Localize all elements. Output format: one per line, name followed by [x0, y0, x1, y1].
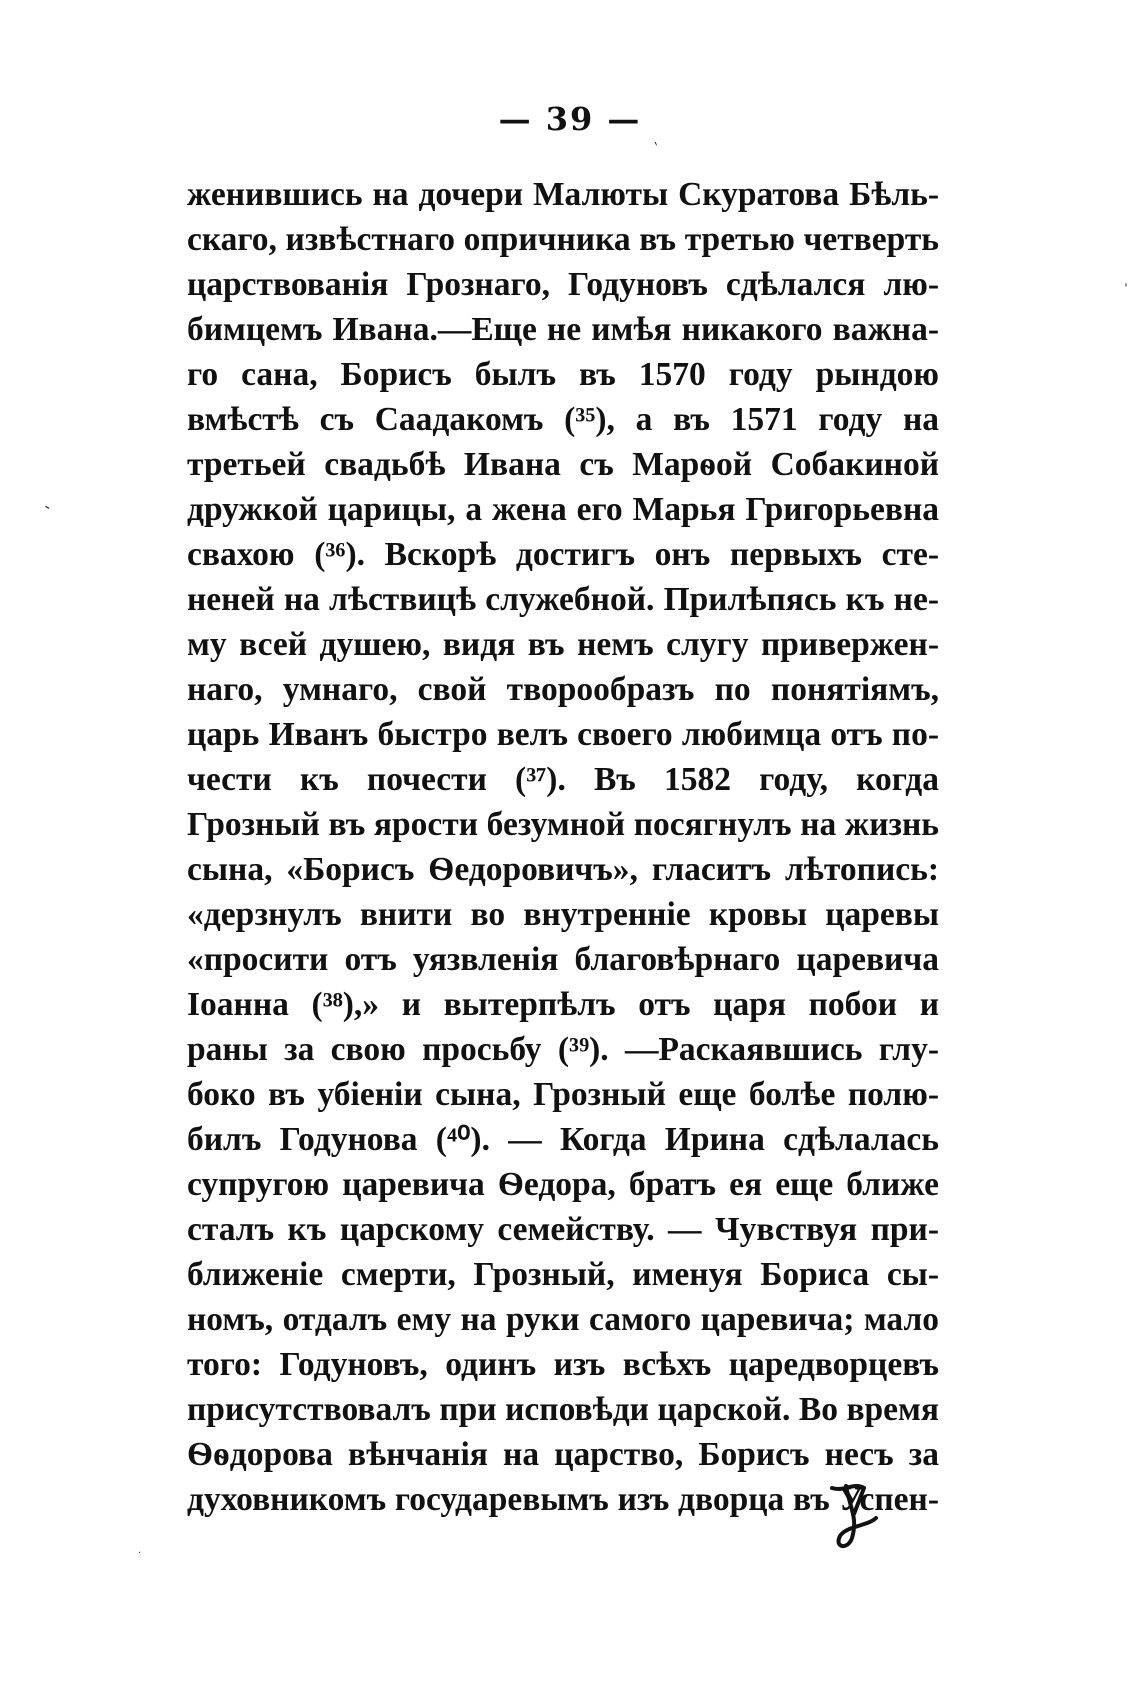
text-line: номъ, отдалъ ему на руки самого царевича; мало [187, 1301, 939, 1338]
text-line: бимцемъ Ивана.—Еще не имѣя никакого важна- [187, 311, 939, 348]
text-line: наго, умнаго, свой творообразъ по понятіямъ, [187, 671, 939, 708]
text-line: чести къ почести (³⁷). Въ 1582 году, когда [187, 761, 939, 798]
page-number: — 39 — [498, 100, 642, 138]
text-line: Ѳѳдорова вѣнчанія на царство, Борисъ несъ за [187, 1436, 939, 1473]
text-line: неней на лѣствицѣ служебной. Прилѣпясь къ не- [187, 581, 939, 618]
text-line: скаго, извѣстнаго опричника въ третью четверть [187, 221, 939, 258]
body-text [187, 172, 939, 1522]
text-line: билъ Годунова (⁴⁰). — Когда Ирина сдѣлалась [187, 1121, 939, 1158]
text-line: женившись на дочери Малюты Скуратова Бѣль- [187, 176, 939, 213]
text-line: му всей душею, видя въ немъ слугу привержен- [187, 626, 939, 663]
text-line: сталъ къ царскому семейству. — Чувствуя при- [187, 1211, 939, 1248]
text-line: «дерзнулъ внити во внутренніе кровы царевы [187, 896, 939, 933]
text-line: боко въ убіеніи сына, Грозный еще болѣе полю- [187, 1076, 939, 1113]
text-line: го сана, Борисъ былъ въ 1570 году рындою [187, 356, 939, 393]
text-line: вмѣстѣ съ Саадакомъ (³⁵), а въ 1571 году на [187, 401, 939, 438]
handwritten-mark-icon [824, 1478, 884, 1558]
stray-ink-mark: ˈ [42, 503, 63, 518]
stray-ink-mark: ˋ [648, 139, 662, 160]
text-line: дружкой царицы, а жена его Марья Григорьевна [187, 491, 939, 528]
text-line: Грозный въ ярости безумной посягнулъ на жизнь [187, 806, 939, 843]
text-line: царствованія Грознаго, Годуновъ сдѣлался лю- [187, 266, 939, 303]
text-line: «просити отъ уязвленія благовѣрнаго царевича [187, 941, 939, 978]
text-line: раны за свою просьбу (³⁹). —Раскаявшись глу- [187, 1031, 939, 1068]
stray-ink-mark: · [138, 1548, 142, 1559]
text-line: того: Годуновъ, одинъ изъ всѣхъ царедворцевъ [187, 1346, 939, 1383]
text-line: царь Иванъ быстро велъ своего любимца отъ по- [187, 716, 939, 753]
text-line: свахою (³⁶). Вскорѣ достигъ онъ первыхъ сте- [187, 536, 939, 573]
text-line: сына, «Борисъ Ѳедоровичъ», гласитъ лѣтопись: [187, 851, 939, 888]
stray-ink-mark: ˈ [1124, 282, 1128, 298]
text-line: духовникомъ государевымъ изъ дворца въ Успен- [187, 1481, 939, 1518]
text-line: супругою царевича Ѳедора, братъ ея еще ближе [187, 1166, 939, 1203]
text-line: присутствовалъ при исповѣди царской. Во время [187, 1391, 939, 1428]
text-line: Іоанна (³⁸),» и вытерпѣлъ отъ царя побои и [187, 986, 939, 1023]
text-line: третьей свадьбѣ Ивана съ Марѳой Собакиной [187, 446, 939, 483]
text-line: ближеніе смерти, Грозный, именуя Бориса сы- [187, 1256, 939, 1293]
